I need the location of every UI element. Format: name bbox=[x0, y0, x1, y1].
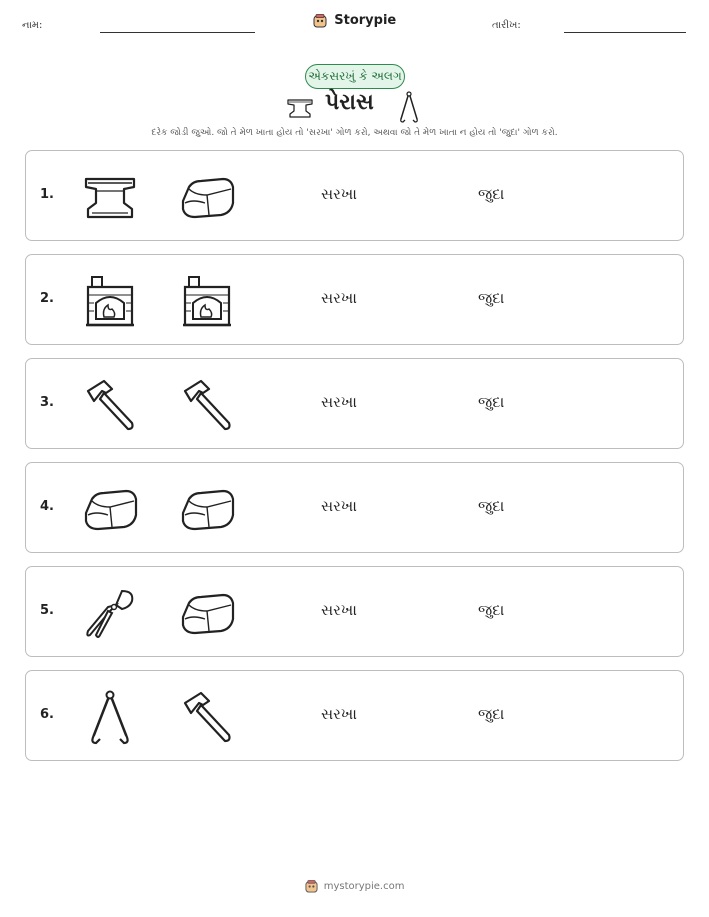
storypie-logo-icon bbox=[305, 880, 318, 893]
pair-row-5 bbox=[25, 566, 684, 657]
option-different[interactable]: જુદા bbox=[478, 289, 505, 307]
pair-row-4 bbox=[25, 462, 684, 553]
option-same[interactable]: સરખા bbox=[321, 185, 357, 203]
storypie-logo-icon bbox=[313, 14, 327, 28]
page-title: પેરાસ bbox=[325, 90, 374, 115]
option-different[interactable]: જુદા bbox=[478, 705, 505, 723]
pair-row-6 bbox=[25, 670, 684, 761]
row-number: 6. bbox=[40, 707, 54, 722]
category-pill: એકસરખું કે અલગ bbox=[305, 64, 405, 89]
row-number: 3. bbox=[40, 395, 54, 410]
option-different[interactable]: જુદા bbox=[478, 393, 505, 411]
rock-icon bbox=[179, 481, 235, 537]
name-label: નામ: bbox=[22, 20, 43, 31]
pair-row-1 bbox=[25, 150, 684, 241]
row-number: 4. bbox=[40, 499, 54, 514]
option-different[interactable]: જુદા bbox=[478, 497, 505, 515]
rock-icon bbox=[82, 481, 138, 537]
brand bbox=[0, 13, 709, 28]
title-block bbox=[0, 88, 709, 124]
rock-icon bbox=[179, 169, 235, 225]
brand-name: Storypie bbox=[334, 13, 397, 28]
footer bbox=[0, 880, 709, 893]
date-label: તારીખ: bbox=[492, 20, 521, 31]
hammer-icon bbox=[179, 377, 235, 433]
anvil-icon bbox=[82, 169, 138, 225]
hammer-icon bbox=[179, 689, 235, 745]
instructions: દરેક જોડી જુઓ. જો તે મેળ ખાતા હોય તો 'સરખા' ગોળ કરો, અથવા જો તે મેળ ખાતા ન હોય તો 'જુદા' ગોળ કરો. bbox=[151, 128, 558, 138]
rock-icon bbox=[179, 585, 235, 641]
option-same[interactable]: સરખા bbox=[321, 601, 357, 619]
row-number: 5. bbox=[40, 603, 54, 618]
option-same[interactable]: સરખા bbox=[321, 497, 357, 515]
footer-url[interactable]: mystorypie.com bbox=[323, 881, 405, 892]
option-same[interactable]: સરખા bbox=[321, 705, 357, 723]
tongs-icon bbox=[82, 689, 138, 745]
option-different[interactable]: જુદા bbox=[478, 601, 505, 619]
hammer-icon bbox=[82, 377, 138, 433]
option-different[interactable]: જુદા bbox=[478, 185, 505, 203]
date-line[interactable] bbox=[564, 32, 686, 33]
pair-row-3 bbox=[25, 358, 684, 449]
option-same[interactable]: સરખા bbox=[321, 289, 357, 307]
tongs-icon bbox=[398, 90, 420, 124]
name-line[interactable] bbox=[100, 32, 255, 33]
pair-row-2 bbox=[25, 254, 684, 345]
row-number: 1. bbox=[40, 187, 54, 202]
option-same[interactable]: સરખા bbox=[321, 393, 357, 411]
forge-icon bbox=[82, 273, 138, 329]
pliers-icon bbox=[82, 585, 138, 641]
row-number: 2. bbox=[40, 291, 54, 306]
forge-icon bbox=[179, 273, 235, 329]
anvil-icon bbox=[286, 96, 314, 118]
